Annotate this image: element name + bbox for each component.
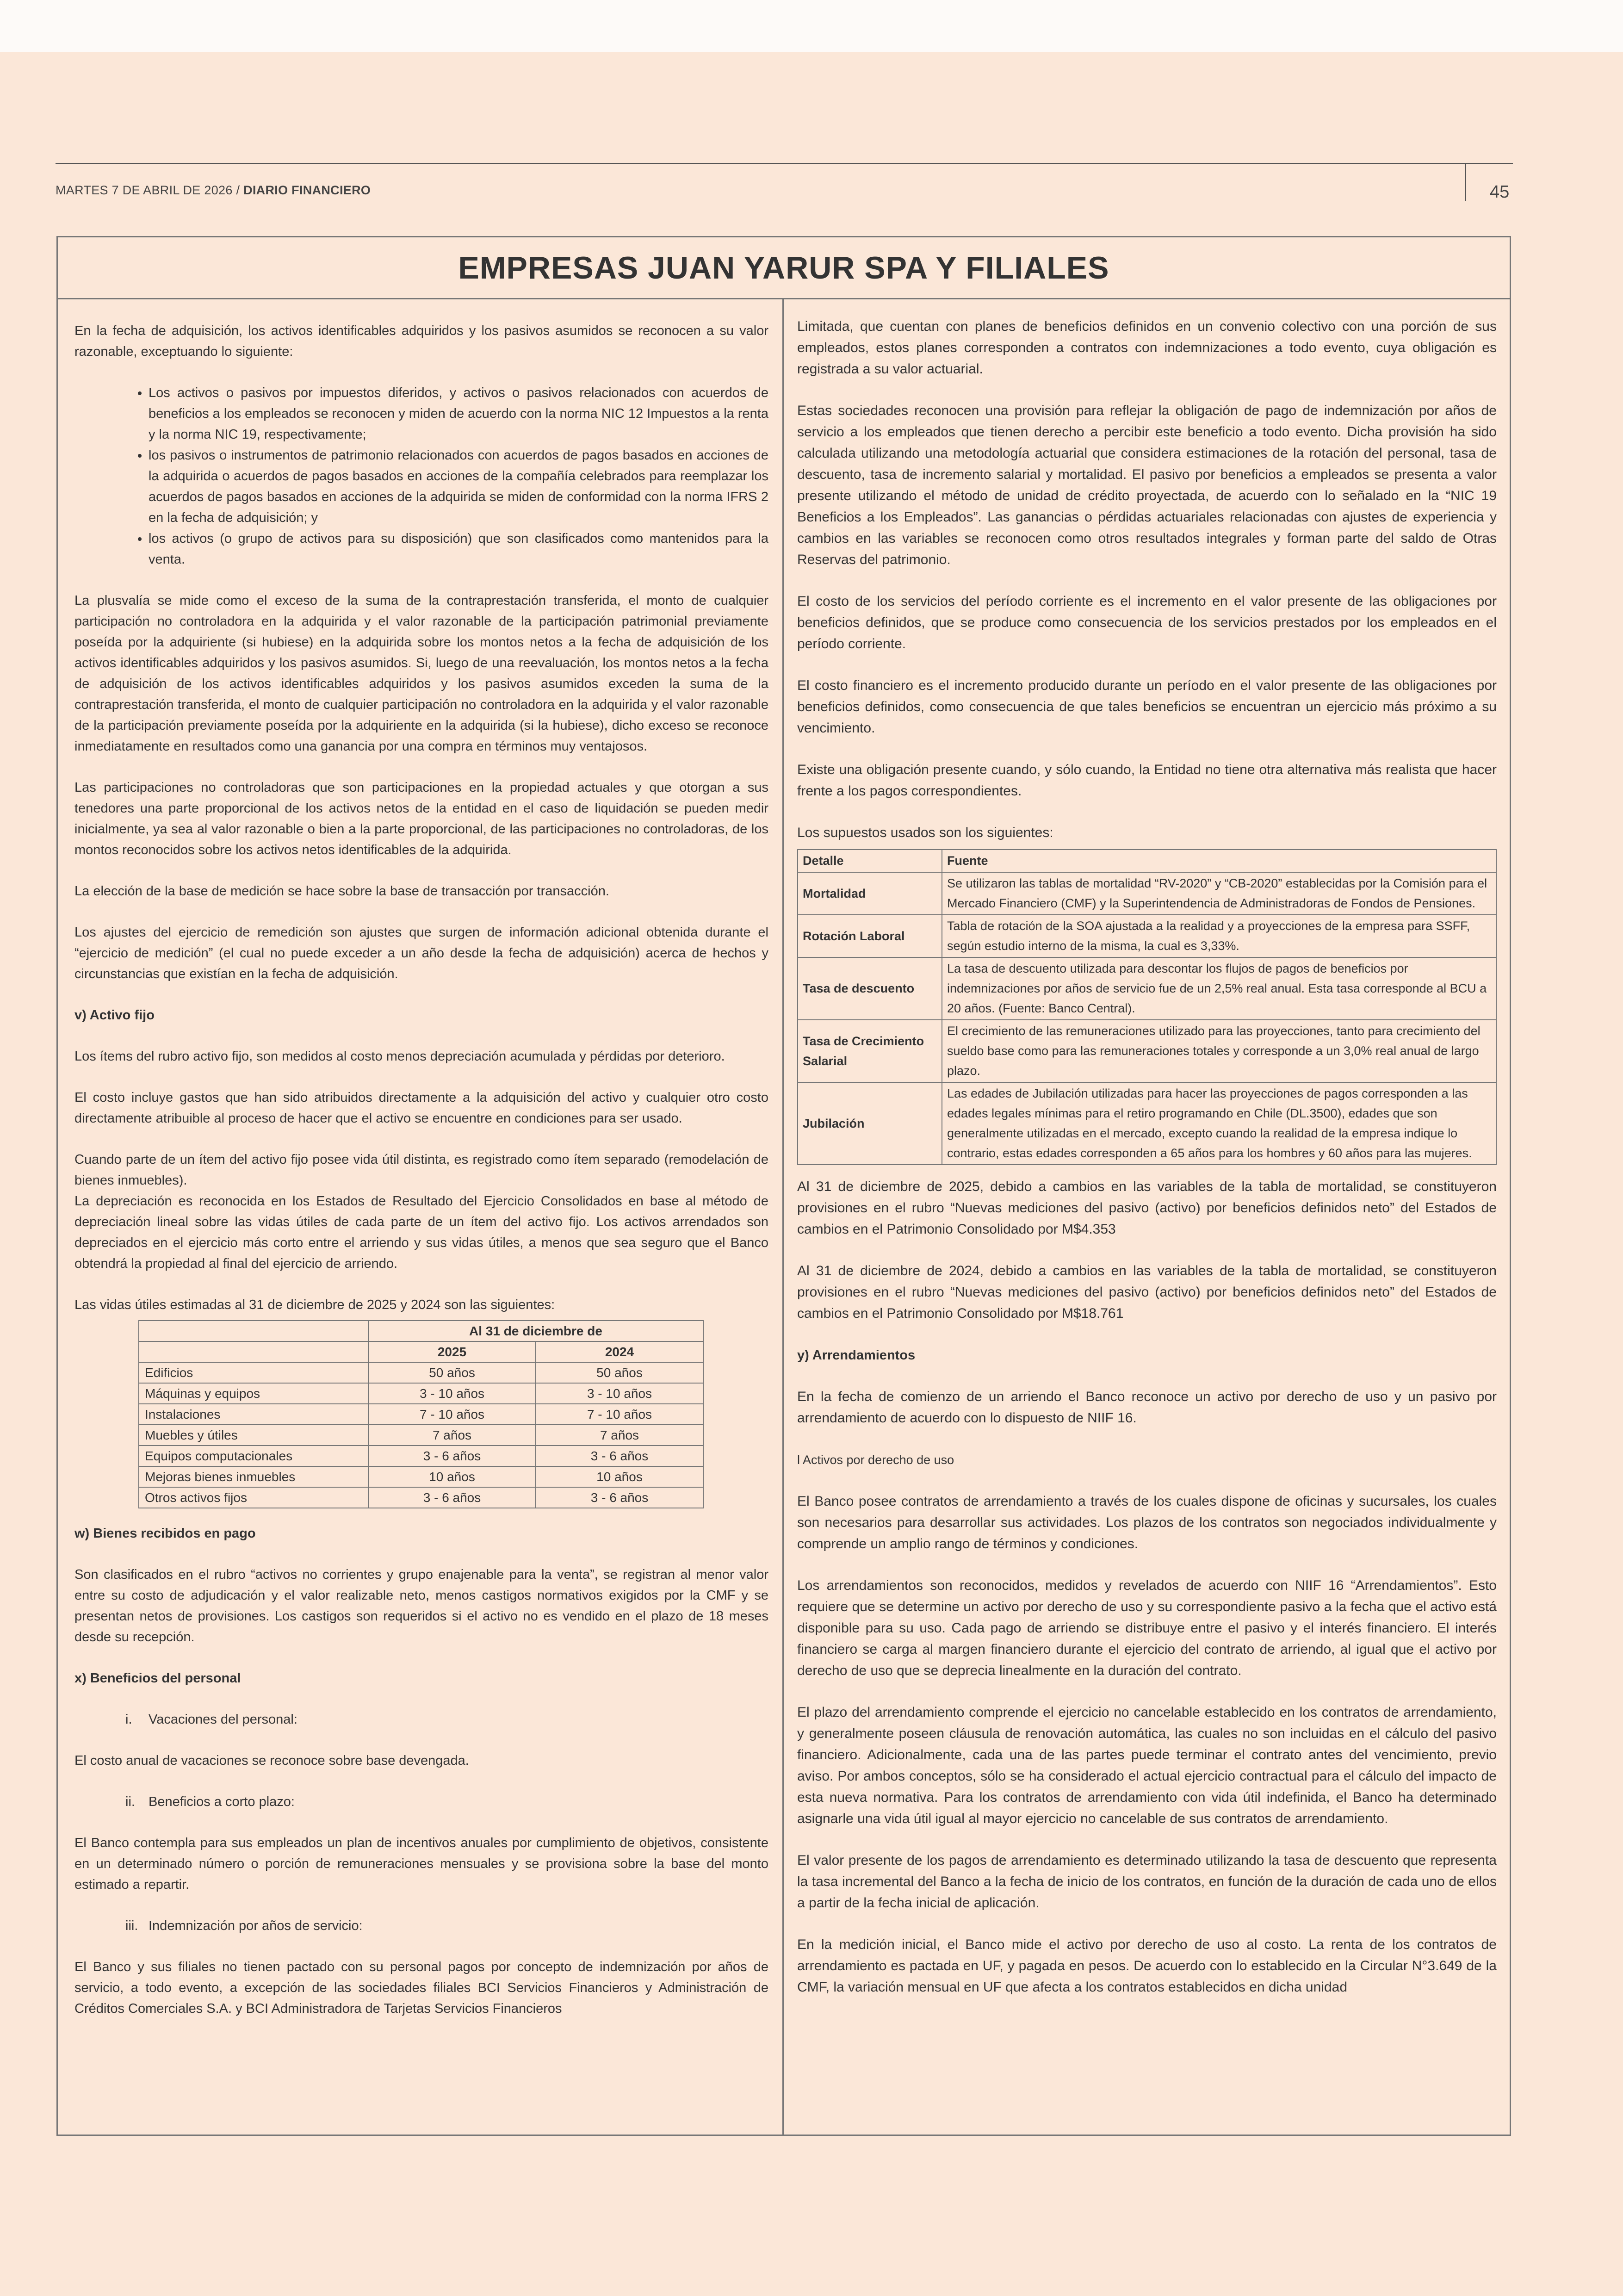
table-cell-detalle: Tasa de Crecimiento Salarial	[798, 1020, 942, 1082]
vidas-utiles-table	[138, 1320, 704, 1508]
table-header-blank	[139, 1321, 368, 1341]
table-cell: 3 - 6 años	[536, 1446, 703, 1466]
table-header-row	[139, 1321, 703, 1341]
paragraph: El plazo del arrendamiento comprende el ejercicio no cancelable establecido en los contratos de arrendamiento, y generalmente poseen cláusula de renovación automática, las cuales no son incluidas en el cálculo del pasivo financiero. Adicionalmente, cada una de las partes puede terminar el contrato antes del vencimiento, previo aviso. Por ambos conceptos, sólo se ha considerado el actual ejercicio contractual para el cálculo del impacto de esta nueva normativa. Para los contratos de arrendamiento con vida útil indefinida, el Banco ha determinado asignarle una vida útil igual al mayor ejercicio no cancelable de sus contratos de arrendamiento.	[797, 1705, 1497, 1826]
table-row	[798, 915, 1496, 957]
paragraph: Limitada, que cuentan con planes de beneficios definidos en un convenio colectivo con una porción de sus empleados, estos planes corresponden a contratos con indemnizaciones a todo evento, cuya obligación es registrada a su valor actuarial.	[797, 319, 1497, 377]
subsection-number: iii.	[125, 1918, 138, 1933]
right-column	[797, 316, 1497, 2018]
paragraph: Los arrendamientos son reconocidos, medidos y revelados de acuerdo con NIIF 16 “Arrendamientos”. Esto requiere que se determine un activo por derecho de uso y su correspondiente pasivo a la fecha que el activo está disponible para su uso. Cada pago de arriendo se distribuye entre el pasivo y el interés financiero. El interés financiero se carga al margen financiero durante el ejercicio del contrato de arriendo, al igual que el activo por derecho de uso que se deprecia linealmente en la duración del contrato.	[797, 1578, 1497, 1678]
table-cell-label: Máquinas y equipos	[139, 1383, 368, 1404]
table-cell-fuente: Se utilizaron las tablas de mortalidad “RV-2020” y “CB-2020” establecidas por la Comisión para el Mercado Financiero (CMF) y la Superintendencia de Administradoras de Fondos de Pensiones.	[942, 872, 1496, 915]
left-column	[74, 321, 768, 2040]
table-cell-fuente: La tasa de descuento utilizada para descontar los flujos de pagos de beneficios por indemnizaciones por años de servicio fue de un 2,5% real anual. Esta tasa corresponde al BCU a 20 años. (Fuente: Banco Central).	[942, 957, 1496, 1020]
table-cell: 3 - 6 años	[368, 1446, 536, 1466]
paragraph: Estas sociedades reconocen una provisión para reflejar la obligación de pago de indemnización por años de servicio a los empleados que tienen derecho a percibir este beneficio a todo evento. Dicha provisión ha sido calculada utilizando una metodología actuarial que considera estimaciones de la rotación del personal, tasa de descuento, tasa de incremento salarial y mortalidad. El pasivo por beneficios a empleados se presenta a valor presente utilizando el método de unidad de crédito proyectada, de acuerdo con lo señalado en la “NIC 19 Beneficios a los Empleados”. Las ganancias o pérdidas actuariales relacionadas con ajustes de experiencia y cambios en las variables se reconocen como otros resultados integrales y forman parte del saldo de Otras Reservas del patrimonio.	[797, 403, 1497, 567]
paragraph: Los ajustes del ejercicio de remedición son ajustes que surgen de información adicional obtenida durante el “ejercicio de medición” (el cual no puede exceder a un año desde la fecha de adquisición) acerca de hechos y circunstancias que existían en la fecha de adquisición.	[74, 925, 768, 981]
subsection-number: i.	[125, 1712, 132, 1727]
dateline-separator: /	[232, 183, 244, 197]
table-cell-detalle: Rotación Laboral	[798, 915, 942, 957]
table-row	[798, 1020, 1496, 1082]
table-cell-fuente: Las edades de Jubilación utilizadas para hacer las proyecciones de pagos corresponden a las edades legales mínimas para el retiro programando en Chile (DL.3500), edades que son generalmente utilizadas en el mercado, excepto cuando la realidad de la empresa indique lo contrario, estas edades corresponden a 65 años para los hombres y 60 años para las mujeres.	[942, 1082, 1496, 1165]
notice-title: EMPRESAS JUAN YARUR SPA Y FILIALES	[458, 250, 1109, 285]
paragraph: El Banco y sus filiales no tienen pactado con su personal pagos por concepto de indemnización por años de servicio, a todo evento, a excepción de las sociedades filiales BCI Servicios Financieros y Administración de Créditos Comerciales S.A. y BCI Administradora de Tarjetas Servicios Financieros	[74, 1960, 768, 2016]
newspaper-name: DIARIO FINANCIERO	[243, 183, 371, 197]
table-header-row	[798, 850, 1496, 872]
bullet-item: • los activos (o grupo de activos para su disposición) que son clasificados como mantenidos para la venta.	[149, 528, 768, 570]
table-cell-detalle: Mortalidad	[798, 872, 942, 915]
table-row	[139, 1362, 703, 1383]
table-cell-label: Edificios	[139, 1362, 368, 1383]
table-row	[139, 1383, 703, 1404]
table-header-2024: 2024	[536, 1341, 703, 1362]
table-header-row	[139, 1341, 703, 1362]
section-heading-bienes-recibidos: w) Bienes recibidos en pago	[74, 1526, 256, 1541]
section-heading-arrendamientos: y) Arrendamientos	[797, 1348, 916, 1363]
table-cell: 7 - 10 años	[368, 1404, 536, 1425]
paragraph: Los supuestos usados son los siguientes:	[797, 825, 1053, 840]
section-heading-activo-fijo: v) Activo fijo	[74, 1008, 155, 1023]
table-cell-label: Equipos computacionales	[139, 1446, 368, 1466]
paragraph: El costo anual de vacaciones se reconoce sobre base devengada.	[74, 1753, 469, 1768]
table-cell: 7 años	[536, 1425, 703, 1446]
subsection-vacaciones	[74, 1709, 768, 1730]
paragraph: La plusvalía se mide como el exceso de la suma de la contraprestación transferida, el monto de cualquier participación no controladora en la adquirida y el valor razonable de la participación patrimonial previamente poseída por la adquiriente (si hubiese) en la adquirida sobre los montos netos a la fecha de adquisición de los activos identificables adquiridos y los pasivos asumidos. Si, luego de una reevaluación, los montos netos a la fecha de adquisición de los activos identificables adquiridos y los pasivos asumidos exceden la suma de la contraprestación transferida, el monto de cualquier participación no controladora en la adquirida y el valor razonable de la participación previamente poseída por la adquiriente en la adquirida (si la hubiese), dicho exceso se reconoce inmediatamente en resultados como una ganancia por una compra en términos muy ventajosos.	[74, 593, 768, 754]
table-cell: 3 - 6 años	[368, 1487, 536, 1508]
table-cell: 50 años	[368, 1362, 536, 1383]
table-header-fuente: Fuente	[942, 850, 1496, 872]
paragraph: Al 31 de diciembre de 2024, debido a cambios en las variables de la tabla de mortalidad, se constituyeron provisiones en el rubro “Nuevas mediciones del pasivo (activo) por beneficios definidos neto” del Estados de cambios en el Patrimonio Consolidado por M$18.761	[797, 1263, 1497, 1321]
paragraph: El Banco contempla para sus empleados un plan de incentivos anuales por cumplimiento de objetivos, consistente en un determinado número o porción de remuneraciones mensuales y se provisiona sobre la base del monto estimado a repartir.	[74, 1836, 768, 1892]
table-cell-label: Mejoras bienes inmuebles	[139, 1466, 368, 1487]
table-cell: 7 - 10 años	[536, 1404, 703, 1425]
paragraph: El Banco posee contratos de arrendamiento a través de los cuales dispone de oficinas y sucursales, los cuales son necesarios para desarrollar sus actividades. Los plazos de los contratos son negociados individualmente y comprende un amplio rango de términos y condiciones.	[797, 1494, 1497, 1551]
notice-frame	[56, 236, 1511, 2136]
paragraph: La depreciación es reconocida en los Estados de Resultado del Ejercicio Consolidados en base al método de depreciación lineal sobre las vidas útiles de cada parte de un ítem del activo fijo. Los activos arrendados son depreciados en el ejercicio más corto entre el arriendo y sus vidas útiles, a menos que sea seguro que el Banco obtendrá la propiedad al final del ejercicio de arriendo.	[74, 1194, 768, 1271]
bullet-list	[74, 383, 768, 570]
paragraph: Las participaciones no controladoras que son participaciones en la propiedad actuales y que otorgan a sus tenedores una parte proporcional de los activos netos de la entidad en el caso de liquidación se pueden medir inicialmente, ya sea al valor razonable o bien a la parte proporcional, de las participaciones no controladoras, de los montos reconocidos sobre los activos netos identificables de la adquirida.	[74, 780, 768, 857]
table-row	[139, 1425, 703, 1446]
paragraph: El valor presente de los pagos de arrendamiento es determinado utilizando la tasa de descuento que representa la tasa incremental del Banco a la fecha de inicio de los contratos, en función de la duración de cada uno de ellos a partir de la fecha inicial de aplicación.	[797, 1853, 1497, 1911]
paragraph: Son clasificados en el rubro “activos no corrientes y grupo enajenable para la venta”, se registran al menor valor entre su costo de adjudicación y el valor realizable neto, menos castigos normativos exigidos por la CMF y se presentan netos de provisiones. Los castigos son requeridos si el activo no es vendido en el plazo de 18 meses desde su recepción.	[74, 1567, 768, 1644]
subsection-indemnizacion	[74, 1916, 768, 1936]
dateline	[56, 183, 371, 198]
table-cell: 7 años	[368, 1425, 536, 1446]
subsection-beneficios-corto-plazo	[74, 1792, 768, 1812]
subsection-label: Vacaciones del personal:	[149, 1712, 297, 1727]
table-cell-label: Muebles y útiles	[139, 1425, 368, 1446]
paragraph: En la fecha de comienzo de un arriendo el Banco reconoce un activo por derecho de uso y un pasivo por arrendamiento de acuerdo con lo dispuesto de NIIF 16.	[797, 1389, 1497, 1426]
paragraph: l Activos por derecho de uso	[797, 1453, 954, 1467]
table-cell-detalle: Jubilación	[798, 1082, 942, 1165]
table-row	[139, 1487, 703, 1508]
column-divider	[782, 299, 784, 2135]
date: MARTES 7 DE ABRIL DE 2026	[56, 183, 233, 197]
table-header-2025: 2025	[368, 1341, 536, 1362]
header-divider	[1465, 163, 1466, 201]
title-bar	[58, 237, 1510, 299]
paragraph: En la medición inicial, el Banco mide el activo por derecho de uso al costo. La renta de los contratos de arrendamiento es pactada en UF, y pagada en pesos. De acuerdo con lo establecido en la Circular N°3.649 de la CMF, la variación mensual en UF que afecta a los contratos establecidos en dicha unidad	[797, 1937, 1497, 1995]
paragraph: Las vidas útiles estimadas al 31 de diciembre de 2025 y 2024 son las siguientes:	[74, 1297, 555, 1312]
table-cell: 10 años	[368, 1466, 536, 1487]
table-cell-fuente: El crecimiento de las remuneraciones utilizado para las proyecciones, tanto para crecimiento del sueldo base como para las remuneraciones totales y corresponde a un 3,0% real anual de largo plazo.	[942, 1020, 1496, 1082]
page-number: 45	[1490, 182, 1510, 202]
paragraph: Cuando parte de un ítem del activo fijo posee vida útil distinta, es registrado como ítem separado (remodelación de bienes inmuebles).	[74, 1152, 768, 1188]
top-margin	[0, 0, 1623, 52]
table-row	[798, 872, 1496, 915]
table-cell: 10 años	[536, 1466, 703, 1487]
table-row	[798, 957, 1496, 1020]
table-row	[798, 1082, 1496, 1165]
table-cell: 50 años	[536, 1362, 703, 1383]
table-header-detalle: Detalle	[798, 850, 942, 872]
paragraph: Los ítems del rubro activo fijo, son medidos al costo menos depreciación acumulada y pérdidas por deterioro.	[74, 1049, 725, 1064]
subsection-label: Indemnización por años de servicio:	[149, 1918, 363, 1933]
table-cell: 3 - 10 años	[536, 1383, 703, 1404]
paragraph: El costo incluye gastos que han sido atribuidos directamente a la adquisición del activo y cualquier otro costo directamente atribuible al proceso de hacer que el activo se encuentre en condiciones para ser usado.	[74, 1090, 768, 1126]
table-cell: 3 - 6 años	[536, 1487, 703, 1508]
paragraph: El costo de los servicios del período corriente es el incremento en el valor presente de las obligaciones por beneficios definidos, que se produce como consecuencia de los servicios prestados por los empleados en el período corriente.	[797, 594, 1497, 652]
bullet-item: • Los activos o pasivos por impuestos diferidos, y activos o pasivos relacionados con acuerdos de beneficios a los empleados se reconocen y miden de acuerdo con la norma NIC 12 Impuestos a la renta y la norma NIC 19, respectivamente;	[149, 383, 768, 445]
paragraph: Existe una obligación presente cuando, y sólo cuando, la Entidad no tiene otra alternativa más realista que hacer frente a los pagos correspondientes.	[797, 762, 1497, 799]
subsection-label: Beneficios a corto plazo:	[149, 1794, 295, 1809]
header-rule	[56, 163, 1513, 164]
paragraph: Al 31 de diciembre de 2025, debido a cambios en las variables de la tabla de mortalidad, se constituyeron provisiones en el rubro “Nuevas mediciones del pasivo (activo) por beneficios definidos neto” del Estados de cambios en el Patrimonio Consolidado por M$4.353	[797, 1179, 1497, 1237]
table-row	[139, 1404, 703, 1425]
subsection-number: ii.	[125, 1794, 135, 1809]
paragraph: El costo financiero es el incremento producido durante un período en el valor presente de las obligaciones por beneficios definidos, como consecuencia de que tales beneficios se encuentran un ejercicio más próximo a su vencimiento.	[797, 678, 1497, 736]
table-cell-label: Instalaciones	[139, 1404, 368, 1425]
section-heading-beneficios-personal: x) Beneficios del personal	[74, 1671, 241, 1686]
bullet-item: • los pasivos o instrumentos de patrimonio relacionados con acuerdos de pagos basados en acciones de la adquirida o acuerdos de pagos basados en acciones de la compañía celebrados para reemplazar los acuerdos de pagos basados en acciones de la adquirida se miden de conformidad con la norma IFRS 2 en la fecha de adquisición; y	[149, 445, 768, 528]
paragraph: La elección de la base de medición se hace sobre la base de transacción por transacción.	[74, 884, 609, 899]
table-cell-fuente: Tabla de rotación de la SOA ajustada a la realidad y a proyecciones de la empresa para SSFF, según estudio interno de la misma, la cual es 3,33%.	[942, 915, 1496, 957]
table-cell: 3 - 10 años	[368, 1383, 536, 1404]
table-cell-label: Otros activos fijos	[139, 1487, 368, 1508]
table-row	[139, 1446, 703, 1466]
table-row	[139, 1466, 703, 1487]
supuestos-table	[797, 849, 1497, 1165]
paragraph: En la fecha de adquisición, los activos identificables adquiridos y los pasivos asumidos se reconocen a su valor razonable, exceptuando lo siguiente:	[74, 323, 768, 359]
table-cell-detalle: Tasa de descuento	[798, 957, 942, 1020]
table-header: Al 31 de diciembre de	[368, 1321, 703, 1341]
table-header-blank	[139, 1341, 368, 1362]
